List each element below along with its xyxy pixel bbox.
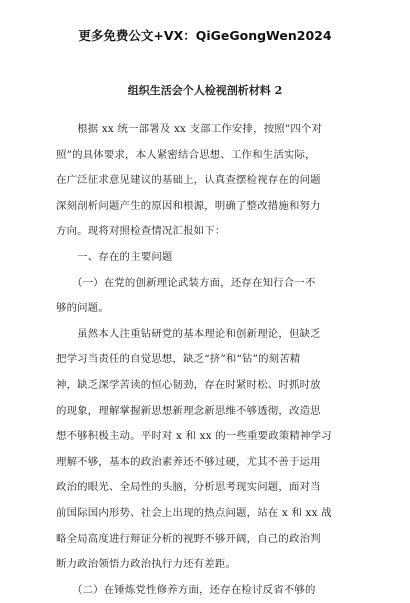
body-line: 政治的眼光、全局性的头脑，分析思考现实问题，面对当 — [56, 481, 321, 494]
document-title: 组织生活会个人检视剖析材料 2 — [127, 84, 283, 97]
body-line: 方向。现将对照检查情况汇报如下： — [56, 225, 226, 238]
body-line: 断力政治领悟力政治执行力还有差距。 — [56, 558, 237, 571]
body-line: 理解不够，基本的政治素养还不够过硬，尤其不善于运用 — [56, 455, 321, 468]
body-line: 虽然本人注重钻研党的基本理论和创新理论，但缺乏 — [56, 327, 321, 340]
body-line: 前国际国内形势、社会上出现的热点问题，站在 x 和 xx 战 — [56, 506, 332, 519]
watermark-header: 更多免费公文+VX：QiGeGongWen2024 — [78, 28, 332, 43]
body-line: 把学习当责任的自觉思想，缺乏“挤”和“钻”的刻苦精 — [56, 353, 301, 366]
section-heading: 一、存在的主要问题 — [56, 250, 173, 263]
body-line: 想不够积极主动。平时对 x 和 xx 的一些重要政策精神学习 — [56, 430, 332, 443]
subsection-heading: （二）在锤炼党性修养方面，还存在检讨反省不够的 — [56, 583, 316, 596]
body-line: 的现象，理解掌握新思想新理念新思维不够透彻，改造思 — [56, 404, 321, 417]
body-line: 根据 xx 统一部署及 xx 支部工作安排，按照”四个对 — [56, 123, 323, 135]
document-body — [56, 117, 354, 603]
body-line: 深刻剖析问题产生的原因和根源，明确了整改措施和努力 — [56, 199, 321, 212]
body-line: 照”的具体要求，本人紧密结合思想、工作和生活实际， — [56, 148, 316, 161]
body-line: 在广泛征求意见建议的基础上，认真查摆检视存在的问题 — [56, 174, 321, 187]
subsection-heading: （一）在党的创新理论武装方面，还存在知行合一不 — [56, 276, 316, 289]
body-line: 略全局高度进行辩证分析的视野不够开阔，自己的政治判 — [56, 532, 321, 545]
body-line: 神，缺乏深学苦读的恒心韧劲，存在时紧时松、时抓时放 — [56, 378, 321, 391]
subsection-heading-cont: 够的问题。 — [56, 302, 109, 315]
